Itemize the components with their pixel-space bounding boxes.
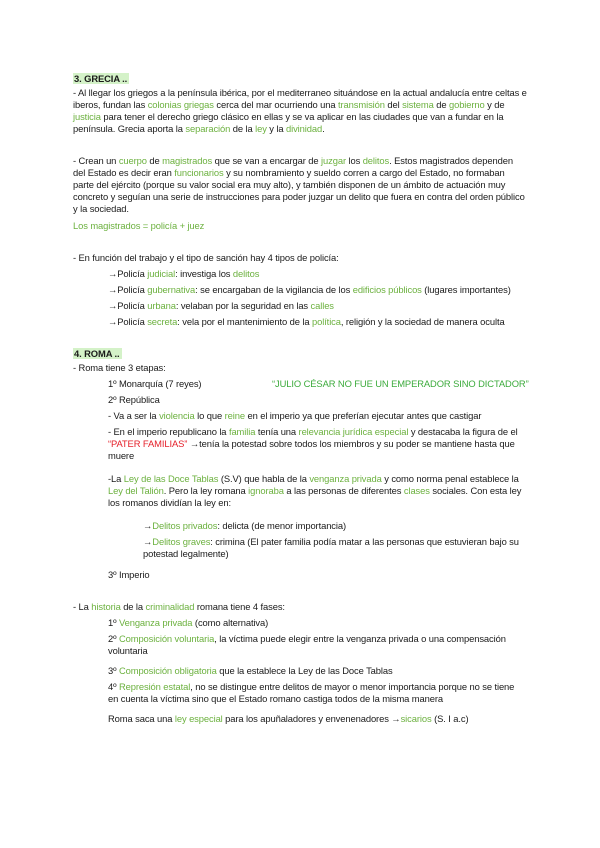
text-run: - Va a ser la [108, 410, 160, 421]
text-run: tenía una [255, 426, 299, 437]
highlighted-term: colonias griegas [147, 99, 214, 110]
highlighted-term: separación [185, 123, 231, 134]
text-run: . [322, 123, 325, 134]
section-heading-roma [73, 348, 122, 360]
text-run: de la [230, 123, 256, 134]
highlighted-term: edificios públicos [352, 284, 422, 295]
highlighted-term: política [311, 316, 341, 327]
text-run: (S.V) que habla de la [218, 473, 310, 484]
text-run: lo que [194, 410, 225, 421]
highlighted-term: gubernativa [147, 284, 196, 295]
highlighted-term: transmisión [338, 99, 385, 110]
text-run: de [433, 99, 449, 110]
julio-cesar-quote: “JULIO CÉSAR NO FUE UN EMPERADOR SINO DICTADOR” [272, 378, 529, 389]
highlighted-term: relevancia jurídica especial [298, 426, 409, 437]
text-run: - Crean un [73, 155, 119, 166]
text-run: 1º [108, 617, 119, 628]
highlighted-term: historia [91, 601, 121, 612]
text-run: →Policía [108, 316, 148, 327]
crime-item [143, 536, 525, 560]
highlighted-term: judicial [147, 268, 176, 279]
highlighted-term: venganza privada [309, 473, 382, 484]
highlighted-term: violencia [159, 410, 195, 421]
text-run: para los apuñaladores y envenenadores → [222, 713, 401, 724]
phase-item [108, 665, 393, 677]
grecia-paragraph-2 [73, 155, 527, 215]
highlighted-term: sistema [402, 99, 434, 110]
text-run: : vela por el mantenimiento de la [177, 316, 312, 327]
police-item [108, 316, 505, 328]
text-run: →Policía [108, 268, 148, 279]
police-intro: - En función del trabajo y el tipo de sanción hay 4 tipos de policía: [73, 252, 339, 263]
highlighted-term: Ley de las Doce Tablas [123, 473, 219, 484]
text-run: (lugares importantes) [421, 284, 511, 295]
text-run: del [384, 99, 403, 110]
highlighted-term: funcionarios [174, 167, 224, 178]
criminality-intro [73, 601, 285, 613]
section-heading-grecia [73, 73, 129, 85]
highlighted-term: ley [255, 123, 267, 134]
text-run: →Policía [108, 284, 148, 295]
text-run: : investiga los [175, 268, 233, 279]
police-item [108, 284, 511, 296]
text-run: en el imperio ya que preferían ejecutar antes que castigar [244, 410, 482, 421]
highlighted-term: Delitos graves [152, 536, 211, 547]
text-run: de la [120, 601, 146, 612]
violence-line [108, 410, 481, 422]
stage-imperio: 3º Imperio [108, 569, 150, 580]
text-run: : delicta (de menor importancia) [217, 520, 347, 531]
crime-item [143, 520, 346, 532]
stage-republica: 2º República [108, 394, 160, 405]
phase-item [108, 681, 526, 705]
text-run: , no se distingue entre delitos de mayor o menor importancia porque no se tiene en cuenta la víctima sino que el Estado romano castiga todos de la misma manera [108, 681, 515, 704]
text-run: →tenía la potestad sobre todos los miembros y su poder se mantiene hasta que muere [108, 438, 515, 461]
highlighted-term: reine [224, 410, 245, 421]
magistrados-formula: Los magistrados = policía + juez [73, 220, 205, 231]
highlighted-term: justicia [73, 111, 101, 122]
highlighted-term: Venganza privada [118, 617, 193, 628]
highlighted-term: urbana [147, 300, 176, 311]
highlighted-term: ignoraba [248, 485, 284, 496]
highlighted-term: Composición voluntaria [118, 633, 215, 644]
text-run: : crimina (El pater familia podía matar a las personas que estuvieran bajo su potestad legalmente) [143, 536, 519, 559]
text-run: →Policía [108, 300, 148, 311]
police-item [108, 268, 259, 280]
highlighted-term: criminalidad [145, 601, 195, 612]
text-run: -La [108, 473, 124, 484]
text-run: y como norma penal establece la [381, 473, 519, 484]
highlighted-term: ley especial [174, 713, 223, 724]
text-run: - Al llegar los griegos a la península ibérica, por el mediterraneo situándose en la actual andalucía entre celtas e iberos, fundan las [73, 87, 527, 110]
highlighted-term: calles [310, 300, 334, 311]
text-run: que se van a encargar de [212, 155, 322, 166]
text-run: y la [266, 123, 286, 134]
highlighted-term: Composición obligatoria [118, 665, 217, 676]
highlighted-term: Represión estatal [118, 681, 191, 692]
text-run: . Estos magistrados dependen del Estado es decir eran [73, 155, 513, 178]
text-run: y su nombramiento y sueldo corren a cargo del Estado, no formaban parte del ejército (porque su valor social era muy alto), y también disponen de un ámbito de actuación muy concreto y seguían una serie de instrucciones para poder juzgar un delito que fuera en contra del orden público y la sociedad. [73, 167, 525, 214]
highlighted-term: secreta [147, 316, 178, 327]
highlighted-term: gobierno [448, 99, 485, 110]
pater-familias-paragraph [108, 426, 526, 462]
text-run: los [345, 155, 363, 166]
highlighted-term: cuerpo [118, 155, 147, 166]
text-run: que la establece la Ley de las Doce Tablas [216, 665, 393, 676]
text-run: sociales. Con esta ley los romanos dividían la ley en: [108, 485, 522, 508]
text-run: cerca del mar ocurriendo una [213, 99, 339, 110]
text-run: a las personas de diferentes [283, 485, 404, 496]
highlighted-term: clases [403, 485, 430, 496]
text-run: 4º [108, 681, 119, 692]
grecia-paragraph-1 [73, 87, 527, 135]
text-run: : se encargaban de la vigilancia de los [195, 284, 353, 295]
text-run: - En el imperio republicano la [108, 426, 229, 437]
text-run: y destacaba la figura de el [408, 426, 518, 437]
highlighted-term: magistrados [162, 155, 213, 166]
highlighted-term: juzgar [321, 155, 346, 166]
red-term: “PATER FAMILIAS” [108, 438, 188, 449]
highlighted-term: delitos [232, 268, 260, 279]
highlighted-term: sicarios [400, 713, 432, 724]
text-run: : velaban por la seguridad en las [175, 300, 311, 311]
text-run: romana tiene 4 fases: [194, 601, 285, 612]
stage-monarquia: 1º Monarquía (7 reyes) [108, 378, 202, 389]
text-run: de [146, 155, 163, 166]
phase-item [108, 633, 526, 657]
heading-highlight: 4. ROMA .. [74, 348, 120, 359]
text-run: , religión y la sociedad de manera oculta [340, 316, 505, 327]
heading-highlight: 3. GRECIA .. [74, 73, 128, 84]
roma-intro: - Roma tiene 3 etapas: [73, 362, 166, 373]
sicarios-line [108, 713, 469, 725]
text-run: → [143, 536, 153, 547]
highlighted-term: Delitos privados [152, 520, 218, 531]
text-run: Roma saca una [108, 713, 175, 724]
text-run: para tener el derecho griego clásico en ellas y se va aplicar en las ciudades que van a fundar en la península. Grecia aporta la [73, 111, 504, 134]
doce-tablas-paragraph [108, 473, 526, 509]
police-item [108, 300, 334, 312]
highlighted-term: familia [228, 426, 256, 437]
text-run: 3º [108, 665, 119, 676]
text-run: y de [484, 99, 505, 110]
text-run: → [143, 520, 153, 531]
text-run: (como alternativa) [192, 617, 269, 628]
text-run: (S. I a.c) [431, 713, 469, 724]
text-run: . Pero la ley romana [163, 485, 249, 496]
highlighted-term: Ley del Talión [108, 485, 164, 496]
text-run: - La [73, 601, 92, 612]
highlighted-term: divinidad [285, 123, 323, 134]
text-run: , la víctima puede elegir entre la venganza privada o una compensación voluntaria [108, 633, 506, 656]
highlighted-term: delitos [362, 155, 390, 166]
text-run: 2º [108, 633, 119, 644]
phase-item [108, 617, 268, 629]
